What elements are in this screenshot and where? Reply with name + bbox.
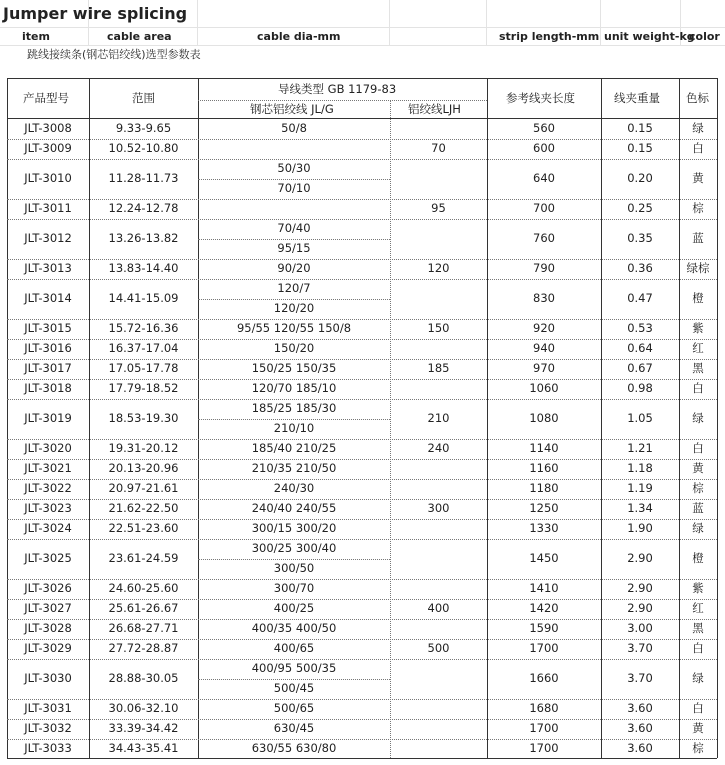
grid-line bbox=[0, 45, 725, 46]
cell-weight: 1.19 bbox=[627, 481, 653, 495]
cell-strip-length: 1330 bbox=[529, 521, 559, 535]
cell-strip-length: 830 bbox=[533, 291, 555, 305]
cell-color: 白 bbox=[692, 701, 704, 715]
cell-color: 紫 bbox=[692, 321, 704, 335]
cell-acsr: 70/40 bbox=[277, 221, 311, 235]
cell-aac: 240 bbox=[427, 441, 450, 455]
row-divider bbox=[7, 139, 717, 140]
en-header-cable-area: cable area bbox=[107, 30, 172, 43]
row-divider bbox=[7, 639, 717, 640]
cell-color: 白 bbox=[692, 141, 704, 155]
cell-sub-divider bbox=[198, 179, 390, 180]
cell-range: 20.13-20.96 bbox=[108, 461, 179, 475]
table-border-right bbox=[717, 78, 718, 758]
row-divider bbox=[7, 579, 717, 580]
cell-weight: 3.60 bbox=[627, 721, 653, 735]
en-header-color: color bbox=[689, 30, 720, 43]
cell-range: 30.06-32.10 bbox=[108, 701, 179, 715]
cell-strip-length: 1160 bbox=[529, 461, 559, 475]
header-aac: 铝绞线LJH bbox=[408, 102, 461, 116]
cell-model: JLT-3012 bbox=[24, 231, 72, 245]
cell-strip-length: 1410 bbox=[529, 581, 559, 595]
cell-aac: 150 bbox=[427, 321, 450, 335]
header-range: 范围 bbox=[132, 91, 155, 105]
cell-color: 绿 bbox=[692, 411, 704, 425]
row-divider bbox=[7, 399, 717, 400]
cell-color: 橙 bbox=[692, 551, 704, 565]
column-divider bbox=[198, 78, 199, 758]
cell-acsr: 95/15 bbox=[277, 241, 311, 255]
grid-line bbox=[600, 0, 601, 45]
cell-weight: 3.70 bbox=[627, 641, 653, 655]
table-border-top bbox=[7, 78, 717, 79]
cell-acsr: 120/20 bbox=[273, 301, 315, 315]
en-header-unit-weight: unit weight-kg bbox=[604, 30, 695, 43]
page-title: Jumper wire splicing bbox=[3, 4, 188, 23]
cell-strip-length: 600 bbox=[533, 141, 555, 155]
cell-sub-divider bbox=[198, 559, 390, 560]
cell-acsr: 240/40 240/55 bbox=[251, 501, 337, 515]
cell-strip-length: 560 bbox=[533, 121, 555, 135]
cell-color: 黄 bbox=[692, 721, 704, 735]
cell-range: 9.33-9.65 bbox=[115, 121, 172, 135]
row-divider bbox=[7, 479, 717, 480]
header-strip-length: 参考线夹长度 bbox=[506, 91, 575, 105]
row-divider bbox=[7, 259, 717, 260]
cell-range: 16.37-17.04 bbox=[108, 341, 179, 355]
cell-range: 17.79-18.52 bbox=[108, 381, 179, 395]
cell-acsr: 300/25 300/40 bbox=[251, 541, 337, 555]
cell-range: 12.24-12.78 bbox=[108, 201, 179, 215]
row-divider bbox=[7, 739, 717, 740]
cell-model: JLT-3013 bbox=[24, 261, 72, 275]
cell-color: 蓝 bbox=[692, 231, 704, 245]
cell-strip-length: 1450 bbox=[529, 551, 559, 565]
cell-acsr: 210/10 bbox=[273, 421, 315, 435]
cell-weight: 2.90 bbox=[627, 601, 653, 615]
cell-weight: 0.67 bbox=[627, 361, 653, 375]
cell-aac: 500 bbox=[427, 641, 450, 655]
cell-strip-length: 1140 bbox=[529, 441, 559, 455]
cell-model: JLT-3032 bbox=[24, 721, 72, 735]
cell-weight: 0.64 bbox=[627, 341, 653, 355]
cell-model: JLT-3028 bbox=[24, 621, 72, 635]
header-sub-divider bbox=[198, 100, 487, 101]
row-divider bbox=[7, 699, 717, 700]
cell-range: 13.26-13.82 bbox=[108, 231, 179, 245]
cell-model: JLT-3010 bbox=[24, 171, 72, 185]
header-acsr: 钢芯铝绞线 JL/G bbox=[250, 102, 334, 116]
row-divider bbox=[7, 659, 717, 660]
row-divider bbox=[7, 599, 717, 600]
cell-acsr: 400/95 500/35 bbox=[251, 661, 337, 675]
cell-color: 绿 bbox=[692, 521, 704, 535]
cell-range: 10.52-10.80 bbox=[108, 141, 179, 155]
row-divider bbox=[7, 279, 717, 280]
cell-aac: 95 bbox=[431, 201, 446, 215]
row-divider bbox=[7, 199, 717, 200]
cell-model: JLT-3033 bbox=[24, 741, 72, 755]
cell-model: JLT-3026 bbox=[24, 581, 72, 595]
cell-acsr: 500/65 bbox=[273, 701, 315, 715]
en-header-item: item bbox=[22, 30, 50, 43]
grid-line bbox=[0, 27, 725, 28]
cell-range: 21.62-22.50 bbox=[108, 501, 179, 515]
cell-model: JLT-3019 bbox=[24, 411, 72, 425]
cell-acsr: 300/15 300/20 bbox=[251, 521, 337, 535]
cell-acsr: 120/70 185/10 bbox=[251, 381, 337, 395]
row-divider bbox=[7, 519, 717, 520]
cell-color: 绿 bbox=[692, 121, 704, 135]
cell-range: 25.61-26.67 bbox=[108, 601, 179, 615]
cell-strip-length: 1660 bbox=[529, 671, 559, 685]
row-divider bbox=[7, 159, 717, 160]
cell-range: 24.60-25.60 bbox=[108, 581, 179, 595]
cell-weight: 2.90 bbox=[627, 551, 653, 565]
cell-weight: 0.25 bbox=[627, 201, 653, 215]
cell-color: 白 bbox=[692, 381, 704, 395]
cell-model: JLT-3008 bbox=[24, 121, 72, 135]
cell-acsr: 240/30 bbox=[273, 481, 315, 495]
cell-model: JLT-3031 bbox=[24, 701, 72, 715]
cell-strip-length: 1180 bbox=[529, 481, 559, 495]
cell-acsr: 95/55 120/55 150/8 bbox=[236, 321, 352, 335]
cell-acsr: 630/55 630/80 bbox=[251, 741, 337, 755]
cell-range: 27.72-28.87 bbox=[108, 641, 179, 655]
cell-color: 黄 bbox=[692, 461, 704, 475]
header-weight: 线夹重量 bbox=[614, 91, 660, 105]
cell-acsr: 400/25 bbox=[273, 601, 315, 615]
cell-acsr: 500/45 bbox=[273, 681, 315, 695]
cell-weight: 1.34 bbox=[627, 501, 653, 515]
cell-weight: 3.60 bbox=[627, 741, 653, 755]
cell-strip-length: 1700 bbox=[529, 721, 559, 735]
cell-range: 17.05-17.78 bbox=[108, 361, 179, 375]
cell-model: JLT-3024 bbox=[24, 521, 72, 535]
cell-model: JLT-3023 bbox=[24, 501, 72, 515]
cell-strip-length: 700 bbox=[533, 201, 555, 215]
header-bottom-border bbox=[7, 118, 717, 119]
en-header-strip-length: strip length-mm bbox=[499, 30, 600, 43]
cell-color: 棕 bbox=[692, 201, 704, 215]
grid-line bbox=[486, 0, 487, 45]
cell-weight: 0.20 bbox=[627, 171, 653, 185]
cell-color: 黄 bbox=[692, 171, 704, 185]
cell-acsr: 70/10 bbox=[277, 181, 311, 195]
row-divider bbox=[7, 319, 717, 320]
cell-model: JLT-3027 bbox=[24, 601, 72, 615]
row-divider bbox=[7, 539, 717, 540]
cell-model: JLT-3016 bbox=[24, 341, 72, 355]
cell-model: JLT-3017 bbox=[24, 361, 72, 375]
cell-strip-length: 760 bbox=[533, 231, 555, 245]
cell-range: 13.83-14.40 bbox=[108, 261, 179, 275]
cell-strip-length: 790 bbox=[533, 261, 555, 275]
cell-color: 橙 bbox=[692, 291, 704, 305]
cell-acsr: 210/35 210/50 bbox=[251, 461, 337, 475]
grid-line bbox=[389, 0, 390, 45]
cell-model: JLT-3029 bbox=[24, 641, 72, 655]
cell-model: JLT-3021 bbox=[24, 461, 72, 475]
cell-model: JLT-3025 bbox=[24, 551, 72, 565]
row-divider bbox=[7, 439, 717, 440]
cell-sub-divider bbox=[198, 299, 390, 300]
cell-model: JLT-3020 bbox=[24, 441, 72, 455]
cell-weight: 0.15 bbox=[627, 141, 653, 155]
cell-sub-divider bbox=[198, 679, 390, 680]
cell-model: JLT-3014 bbox=[24, 291, 72, 305]
cell-weight: 1.18 bbox=[627, 461, 653, 475]
cell-range: 33.39-34.42 bbox=[108, 721, 179, 735]
row-divider bbox=[7, 459, 717, 460]
table-border-bottom bbox=[7, 758, 717, 759]
grid-line bbox=[197, 0, 198, 45]
cell-weight: 0.98 bbox=[627, 381, 653, 395]
header-conductor-type: 导线类型 GB 1179-83 bbox=[278, 82, 397, 96]
cell-color: 红 bbox=[692, 341, 704, 355]
cell-acsr: 90/20 bbox=[277, 261, 311, 275]
cell-strip-length: 1250 bbox=[529, 501, 559, 515]
cell-range: 15.72-16.36 bbox=[108, 321, 179, 335]
cell-acsr: 50/8 bbox=[281, 121, 307, 135]
header-color: 色标 bbox=[686, 91, 709, 105]
cell-strip-length: 1700 bbox=[529, 741, 559, 755]
cell-acsr: 300/50 bbox=[273, 561, 315, 575]
row-divider bbox=[7, 219, 717, 220]
cell-aac: 400 bbox=[427, 601, 450, 615]
cell-acsr: 120/7 bbox=[277, 281, 311, 295]
row-divider bbox=[7, 339, 717, 340]
cell-weight: 0.35 bbox=[627, 231, 653, 245]
cell-color: 黑 bbox=[692, 621, 704, 635]
cell-weight: 1.05 bbox=[627, 411, 653, 425]
cell-weight: 3.70 bbox=[627, 671, 653, 685]
cell-strip-length: 1590 bbox=[529, 621, 559, 635]
cell-weight: 1.90 bbox=[627, 521, 653, 535]
en-header-cable-dia: cable dia-mm bbox=[257, 30, 341, 43]
cell-acsr: 400/35 400/50 bbox=[251, 621, 337, 635]
cell-color: 蓝 bbox=[692, 501, 704, 515]
cell-range: 18.53-19.30 bbox=[108, 411, 179, 425]
cell-strip-length: 1080 bbox=[529, 411, 559, 425]
cell-weight: 3.00 bbox=[627, 621, 653, 635]
cell-range: 22.51-23.60 bbox=[108, 521, 179, 535]
cell-acsr: 150/20 bbox=[273, 341, 315, 355]
cell-strip-length: 640 bbox=[533, 171, 555, 185]
cell-aac: 185 bbox=[427, 361, 450, 375]
cell-weight: 0.15 bbox=[627, 121, 653, 135]
cell-sub-divider bbox=[198, 239, 390, 240]
cell-strip-length: 920 bbox=[533, 321, 555, 335]
cell-model: JLT-3018 bbox=[24, 381, 72, 395]
cell-weight: 0.53 bbox=[627, 321, 653, 335]
cell-weight: 1.21 bbox=[627, 441, 653, 455]
cell-color: 绿 bbox=[692, 671, 704, 685]
cell-model: JLT-3011 bbox=[24, 201, 72, 215]
row-divider bbox=[7, 719, 717, 720]
cell-acsr: 300/70 bbox=[273, 581, 315, 595]
cell-range: 19.31-20.12 bbox=[108, 441, 179, 455]
cell-sub-divider bbox=[198, 419, 390, 420]
cell-strip-length: 940 bbox=[533, 341, 555, 355]
cell-strip-length: 1680 bbox=[529, 701, 559, 715]
cell-strip-length: 1060 bbox=[529, 381, 559, 395]
cell-range: 26.68-27.71 bbox=[108, 621, 179, 635]
cell-acsr: 630/45 bbox=[273, 721, 315, 735]
cell-color: 棕 bbox=[692, 741, 704, 755]
cell-model: JLT-3030 bbox=[24, 671, 72, 685]
cell-strip-length: 1420 bbox=[529, 601, 559, 615]
cell-aac: 210 bbox=[427, 411, 450, 425]
cell-strip-length: 1700 bbox=[529, 641, 559, 655]
cell-weight: 2.90 bbox=[627, 581, 653, 595]
row-divider bbox=[7, 359, 717, 360]
cell-weight: 0.47 bbox=[627, 291, 653, 305]
cell-acsr: 50/30 bbox=[277, 161, 311, 175]
cell-aac: 120 bbox=[427, 261, 450, 275]
cell-acsr: 185/40 210/25 bbox=[251, 441, 337, 455]
cell-range: 14.41-15.09 bbox=[108, 291, 179, 305]
cell-acsr: 400/65 bbox=[273, 641, 315, 655]
cell-color: 绿棕 bbox=[686, 261, 710, 275]
row-divider bbox=[7, 619, 717, 620]
row-divider bbox=[7, 499, 717, 500]
cell-weight: 0.36 bbox=[627, 261, 653, 275]
cell-range: 11.28-11.73 bbox=[108, 171, 179, 185]
header-model: 产品型号 bbox=[23, 91, 69, 105]
row-divider bbox=[7, 379, 717, 380]
cell-acsr: 185/25 185/30 bbox=[251, 401, 337, 415]
cell-range: 23.61-24.59 bbox=[108, 551, 179, 565]
cell-model: JLT-3022 bbox=[24, 481, 72, 495]
cell-color: 黑 bbox=[692, 361, 704, 375]
cell-model: JLT-3009 bbox=[24, 141, 72, 155]
cell-color: 白 bbox=[692, 441, 704, 455]
cell-weight: 3.60 bbox=[627, 701, 653, 715]
cell-color: 白 bbox=[692, 641, 704, 655]
cell-model: JLT-3015 bbox=[24, 321, 72, 335]
cell-color: 紫 bbox=[692, 581, 704, 595]
cell-acsr: 150/25 150/35 bbox=[251, 361, 337, 375]
cell-aac: 300 bbox=[427, 501, 450, 515]
cell-range: 28.88-30.05 bbox=[108, 671, 179, 685]
cell-color: 红 bbox=[692, 601, 704, 615]
cell-aac: 70 bbox=[431, 141, 446, 155]
cell-range: 34.43-35.41 bbox=[108, 741, 179, 755]
cell-strip-length: 970 bbox=[533, 361, 555, 375]
table-subtitle: 跳线接续条(钢芯铝绞线)选型参数表 bbox=[27, 48, 201, 61]
cell-range: 20.97-21.61 bbox=[108, 481, 179, 495]
cell-color: 棕 bbox=[692, 481, 704, 495]
